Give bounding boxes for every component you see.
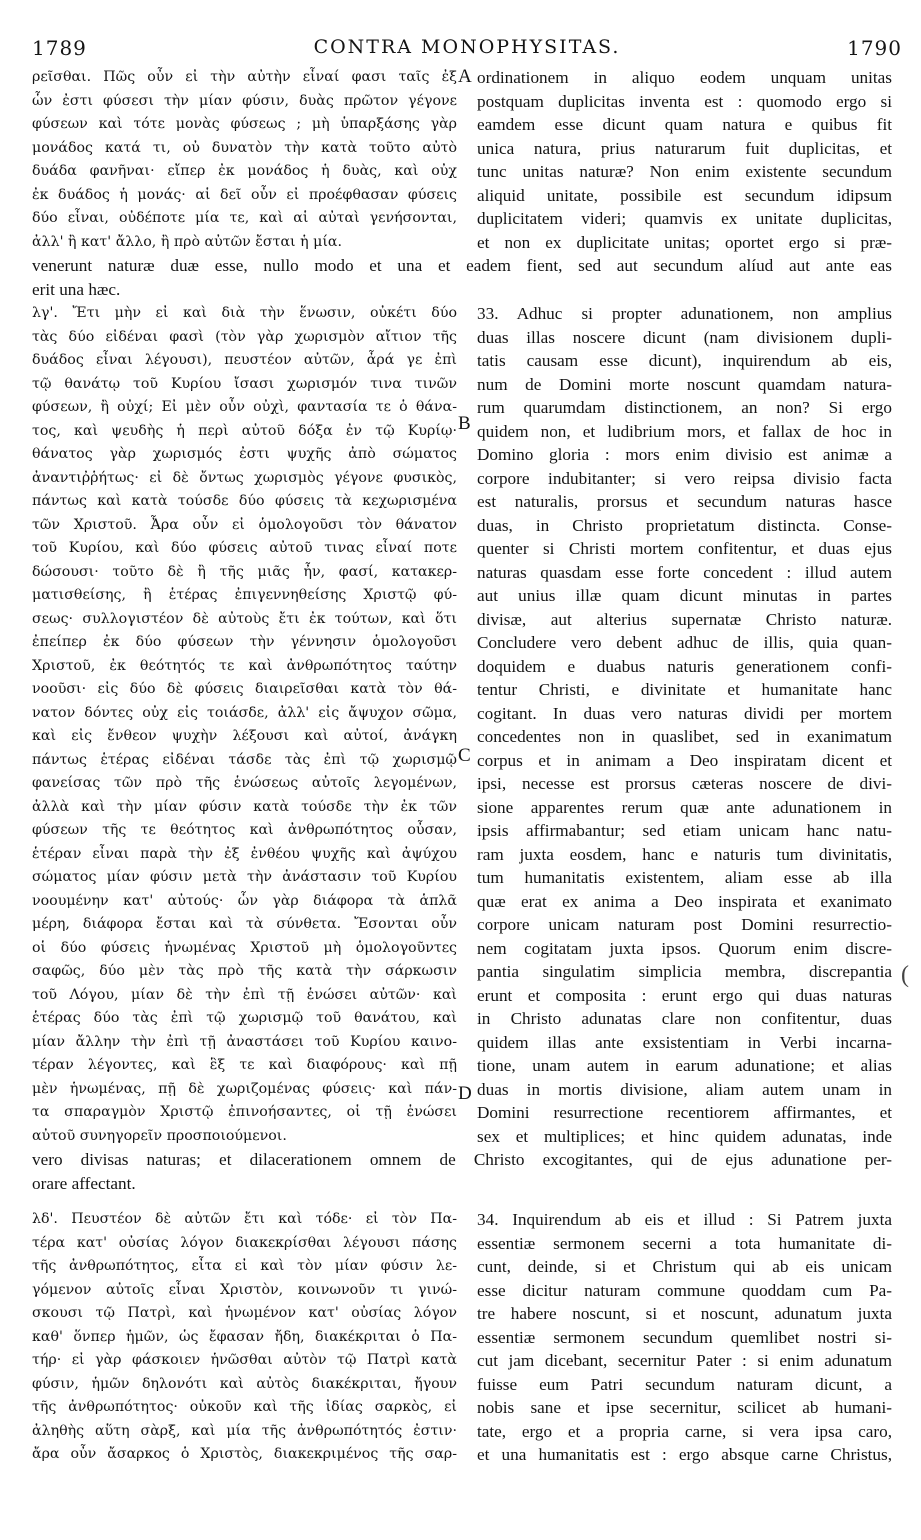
greek-line: τῷ θανάτῳ τοῦ Κυρίου ἴσασι χωρισμόν τινα τινῶν (32, 375, 457, 392)
latin-line: ipsi, necesse est prorsus cæteras noscere de divi- (477, 774, 892, 793)
greek-line: τος, καὶ ψευδὴς ἡ περὶ αὐτοῦ δόξα ἐν τῷ Κυρίῳ· (32, 422, 457, 439)
greek-line: σκουσι τῷ Πατρὶ, καὶ ἡνωμένον κατ' οὐσίας λόγον (32, 1305, 457, 1321)
greek-line: λδ'. Πευστέον δὲ αὐτῶν ἔτι καὶ τόδε· εἰ τὸν Πα- (32, 1211, 457, 1227)
latin-line: corpore unicam naturam post Domini resurrectio- (477, 915, 892, 934)
latin-column-section-1 (477, 66, 892, 254)
greek-line: φύσεων τῆς τε θεότητος καὶ ἀνθρωπότητος οὖσαν, (32, 822, 457, 838)
greek-line: τοῦ Λόγου, μίαν δὲ τὴν ἐπὶ τῇ ἑνώσει αὐτῶν· καὶ (32, 986, 457, 1003)
greek-line: αὐτοῦ συνηγορεῖν προσποιούμενοι. (32, 1127, 287, 1144)
margin-stray-mark: ( (901, 962, 909, 988)
greek-line: νοουμένην κατ' αὐτούς· ὧν γὰρ διάφορα τὰ ἁπλᾶ (32, 892, 457, 909)
latin-line: sex et multiplices; et hinc quidem adunatas, inde (477, 1126, 892, 1146)
greek-line: ἑτέραν εἶναι παρὰ τὴν ἐξ ἐνθέου ψυχῆς καὶ ἀψύχου (32, 845, 457, 862)
latin-line: duas in mortis divisione, aliam autem unam in (477, 1079, 892, 1099)
greek-line: σώματος μίαν φύσιν μετὰ τὴν ἀνάστασιν τοῦ Κυρίου (32, 869, 457, 885)
greek-line: πάντως ἑτέρας εἰδέναι τάσδε τὰς ἐπὶ τῷ χωρισμῷ (32, 751, 457, 768)
greek-column-section-2 (32, 302, 457, 1148)
greek-line: οἱ δύο φύσεις ἡνωμένας Χριστοῦ μὴ ὁμολογοῦντες (32, 939, 457, 956)
greek-line: τήρ· εἰ γὰρ φάσκοιεν ἡνῶσθαι αὐτὸν τῷ Πατρὶ κατὰ (32, 1352, 457, 1368)
latin-line: duas illas noscere dicunt (nam divisionem dupli- (477, 327, 892, 347)
latin-line: et non ex duplicitate unitas; oportet ergo si præ- (477, 232, 892, 252)
greek-line: φύσεων, ἢ οὐχί; Εἰ μὲν οὖν οὐχὶ, φαντασία τε ὁ θάνα- (32, 399, 457, 415)
latin-line: divisæ, aut alterius supernatæ Christo naturæ. (477, 609, 892, 629)
greek-line: μὲν ἡνωμένας, πῇ δὲ χωριζομένας φύσεις· καὶ πάν- (32, 1080, 457, 1097)
latin-line: sione apparentes rerum quæ ante adunationem in (477, 797, 892, 817)
greek-line: δυάδος εἶναι λέγουσι), πευστέον αὐτῶν, ἆρά γε ἐπὶ (32, 352, 457, 368)
greek-line: καθ' ὅνπερ ἡμῶν, ὡς ἔφασαν ἤδη, διακέκριται ὁ Πα- (32, 1328, 457, 1345)
greek-line: νατον δόντες οὐχ εἰς τοιάσδε, ἀλλ' εἰς ἄψυχον σῶμα, (32, 704, 457, 721)
latin-line: doquidem e duabus naturis generationem confi- (477, 656, 892, 676)
latin-line: nobis sane et ipse secernitur, scilicet ab humani- (477, 1398, 892, 1417)
greek-line: ρεῖσθαι. Πῶς οὖν εἰ τὴν αὐτὴν εἶναί φασι ταῖς ἐξ (32, 69, 457, 85)
greek-line: τέραν λέγοντες, καὶ ἓξ τε καὶ διαφόρους· καὶ πῇ (32, 1057, 457, 1073)
greek-line: καὶ εἰς ἔνθεον ψυχὴν λέξουσι καὶ αὐτοί, ἀνάγκη (32, 728, 457, 744)
greek-line: φύσεων καὶ τότε μονὰς φύσεως ; μὴ ὑπαρξάσης γὰρ (32, 116, 457, 132)
greek-line: τῆς ἀνθρωπότητος, εἶτα εἰ καὶ τὸν μίαν φύσιν λε- (32, 1258, 457, 1274)
greek-line: φύσιν, ἡμῶν δηλονότι καὶ αὐτὸς διακέκριται, ἤγουν (32, 1375, 457, 1392)
latin-full-width-1 (32, 254, 892, 301)
greek-line: μονάδος κατά τι, οὐ δυνατὸν τὴν κατὰ τοῦτο αὐτὸ (32, 139, 457, 156)
greek-line: τῶν Χριστοῦ. Ἆρα οὖν εἰ ὁμολογοῦσι τὸν θάνατον (32, 516, 457, 533)
latin-line: cut jam dicebant, secernitur Pater : si enim adunatum (477, 1351, 892, 1370)
greek-line: θάνατος γὰρ χωρισμός ἐστι ψυχῆς ἀπὸ σώματος (32, 446, 457, 462)
running-header (32, 36, 902, 66)
latin-line: erit una hæc. (32, 279, 121, 299)
latin-line: essentiæ sermonem secundum quemlibet nostri si- (477, 1327, 892, 1347)
latin-line: corpore indubitanter; si vero reipsa divisio facta (477, 468, 892, 488)
margin-marker-b: B (458, 413, 471, 434)
latin-line: ram juxta eosdem, hanc e naturis tum divinitatis, (477, 844, 892, 864)
greek-line: ἄρα οὖν ἄσαρκος ὁ Χριστὸς, διακεκριμένος τῆς σαρ- (32, 1446, 457, 1462)
latin-line: venerunt naturæ duæ esse, nullo modo et una et eadem fient, sed aut secundum alíud aut ante eas (32, 256, 892, 275)
greek-line: ὧν ἐστι φύσεσι τὴν μίαν φύσιν, δυὰς πρῶτον γέγονε (32, 92, 457, 109)
greek-line: ἀληθὴς αὕτη σὰρξ, καὶ μία τῆς ἀνθρωπότητός ἐστιν· (32, 1422, 457, 1439)
latin-line: rum quarumdam distinctionem, an non? Si ergo (477, 398, 892, 417)
latin-line: tum humanitatis existentem, aliam esse ab illa (477, 868, 892, 887)
greek-line: δυάδα φανῆναι· εἴπερ ἐκ μονάδος ἡ δυὰς, καὶ οὐχ (32, 163, 457, 179)
latin-line: unica natura, prius naturarum fuit duplicitas, et (477, 138, 892, 158)
latin-line: tione, unam autem in earum adunatione; et alias (477, 1056, 892, 1075)
greek-line: σαφῶς, δύο μὲν τὰς πρὸ τῆς κατὰ τὴν σάρκωσιν (32, 963, 457, 979)
latin-column-section-2 (477, 302, 892, 1148)
latin-line: Domino gloria : mors enim divisio est animæ a (477, 445, 892, 464)
latin-line: eamdem esse dicunt quam natura e quibus fit (477, 115, 892, 134)
latin-line: aliquid unitate, possibile est secundum idipsum (477, 185, 892, 205)
greek-line: νοοῦσι· εἰς δύο δὲ φύσεις διαιρεῖσθαι κατὰ τὸν θά- (32, 681, 457, 697)
latin-line: pantia singulatim simplicia membra, discrepantia (477, 962, 892, 981)
margin-marker-c: C (458, 745, 471, 766)
latin-line: erunt et composita : erunt ergo qui duas naturas (477, 985, 892, 1005)
latin-line: tunc unitas naturæ? Non enim existente secundum (477, 162, 892, 181)
greek-line: ματισθείσης, ἢ ἑτέρας ἐπιγεννηθείσης Χριστῷ φύ- (32, 587, 457, 603)
greek-line: σεως· συλλογιστέον δὲ αὐτοὺς ἔτι ἐκ τούτων, καὶ ὅτι (32, 610, 457, 627)
latin-line: cunt, deinde, si et Christum qui ab eis unicam (477, 1257, 892, 1276)
latin-line: Domini resurrectione recentiorem affirmantes, et (477, 1103, 892, 1122)
latin-line: 34. Inquirendum ab eis et illud : Si Patrem juxta (477, 1210, 892, 1229)
greek-line: ἀναντιῤῥήτως· εἰ δὲ ὄντως χωρισμὸς γέγονε φυσικὸς, (32, 469, 457, 486)
latin-line: tre habere noscunt, si et noscunt, adunatum juxta (477, 1304, 892, 1323)
greek-line: δώσουσι· τοῦτο δὲ ἢ τῆς μιᾶς ἦν, φασί, κατακερ- (32, 563, 457, 580)
greek-column-section-3 (32, 1208, 457, 1467)
greek-line: τοῦ Κυρίου, καὶ δύο φύσεις αὐτοῦ τινας εἶναί ποτε (32, 540, 457, 556)
greek-line: γόμενον αὐτοῖς εἶναι Χριστὸν, κοινωνοῦν τι γινώ- (32, 1281, 457, 1298)
greek-line: ἑτέρας δύο τὰς ἐπὶ τῷ χωρισμῷ τοῦ θανάτου, καὶ (32, 1010, 457, 1026)
greek-line: φανείσας τῶν πρὸ τῆς ἑνώσεως αὐτοῖς λεγομένων, (32, 775, 457, 791)
latin-line: quenter si Christi mortem confitentur, et duas ejus (477, 539, 892, 558)
latin-line: ordinationem in aliquo eodem unquam unitas (477, 68, 892, 87)
greek-line: ἀλλὰ καὶ τὴν μίαν φύσιν κατὰ τούσδε τὴν ἐκ τῶν (32, 798, 457, 815)
right-page-number: 1790 (847, 36, 902, 60)
latin-line: tentur Christi, e divinitate et humanitate hanc (477, 680, 892, 699)
latin-line: vero divisas naturas; et dilacerationem omnem de Christo excogitantes, qui de ejus adunatione per- (32, 1150, 892, 1169)
greek-line: τὰς δύο εἰδέναι φασὶ (τὸν γὰρ χωρισμὸν αἴτιον τῆς (32, 328, 457, 345)
margin-marker-d: D (458, 1083, 472, 1104)
greek-line: ἐκ δυάδος ἡ μονάς· αἱ δεῖ οὖν εἰ προέφθασαν φύσεις (32, 186, 457, 203)
left-page-number: 1789 (32, 36, 87, 60)
latin-line: aut unius illæ quam dicunt minutas in partes (477, 586, 892, 605)
greek-line: τα σπαραγμὸν Χριστῷ ἐπινοήσαντες, οἱ τῇ ἑνώσει (32, 1104, 457, 1120)
latin-line: quæ erat ex anima a Deo inspirata et exanimato (477, 891, 892, 911)
margin-marker-a: A (458, 66, 472, 87)
latin-line: tate, ergo et a propria carne, si vera ipsa caro, (477, 1421, 892, 1441)
greek-line: ἐπείπερ ἐκ δύο φύσεων τὴν γέννησιν ὁμολογοῦσι (32, 634, 457, 650)
latin-line: naturas quasdam esse forte concedent : illud autem (477, 562, 892, 582)
latin-line: nem cogitatam juxta ipsos. Quorum enim discre- (477, 938, 892, 958)
latin-line: 33. Adhuc si propter adunationem, non amplius (477, 304, 892, 323)
latin-line: fuisse eum Patri secundum naturam dicunt, a (477, 1374, 892, 1394)
latin-line: in Christo adunatas clare non confitentur, duas (477, 1009, 892, 1028)
greek-line: ἀλλ' ἢ κατ' ἄλλο, ἢ πρὸ αὐτῶν ἔσται ἡ μία. (32, 233, 342, 250)
latin-line: duplicitatem videri; quamvis ex unitate duplicitas, (477, 209, 892, 228)
latin-column-section-3 (477, 1208, 892, 1467)
latin-line: concedentes non in quaslibet, sed in exanimatum (477, 727, 892, 746)
greek-line: τέρα κατ' οὐσίας λόγον διακεκρίσθαι λέγουσι πάσης (32, 1234, 457, 1251)
latin-line: quidem illas ante exsistentiam in Verbi incarna- (477, 1032, 892, 1052)
greek-line: πάντως καὶ κατὰ τούσδε δύο φύσεις τὰ κεχωρισμένα (32, 493, 457, 509)
greek-line: Χριστοῦ, ἐκ θεότητός τε καὶ ἀνθρωπότητος ταύτην (32, 657, 457, 674)
latin-line: et una humanitatis est : ergo absque carne Christus, (477, 1445, 892, 1464)
latin-line: cogitant. In duas vero naturas dividi per mortem (477, 703, 892, 723)
greek-line: δύο εἶναι, οὐδέποτε μία τε, καὶ αἱ αὐταὶ γενήσονται, (32, 210, 457, 226)
latin-line: quidem non, et ludibrium mors, et fallax de hoc in (477, 421, 892, 441)
latin-line: corpus et in animam a Deo inspiratam dicent et (477, 750, 892, 770)
greek-line: μέρη, διάφορα ἔσται καὶ τὰ σύνθετα. Ἔσονται οὖν (32, 916, 457, 932)
greek-line: λγ'. Ἔτι μὴν εἰ καὶ διὰ τὴν ἕνωσιν, οὐκέτι δύο (32, 305, 457, 321)
greek-column-section-1 (32, 66, 457, 254)
latin-line: tatis causam esse dicunt), inquirendum ab eis, (477, 351, 892, 370)
latin-line: ipsis affirmabantur; sed etiam unicam hanc natu- (477, 821, 892, 840)
latin-line: essentiæ sermonem secerni a tota humanitate di- (477, 1233, 892, 1253)
latin-line: Concludere vero debent adhuc de illis, quia quan- (477, 633, 892, 652)
latin-line: orare affectant. (32, 1173, 136, 1193)
greek-line: μίαν ἄλλην τὴν ἐπὶ τῇ ἀναστάσει τοῦ Κυρίου καινο- (32, 1033, 457, 1050)
latin-line: est naturalis, prorsus et secundum naturas hasce (477, 492, 892, 511)
latin-line: esse dicitur naturam commune quoddam cum Pa- (477, 1280, 892, 1300)
latin-line: duas, in Christo proprietatum distincta. Conse- (477, 515, 892, 535)
latin-full-width-2 (32, 1148, 892, 1195)
greek-line: τῆς ἀνθρωπότητος· οὐκοῦν καὶ τῆς ἰδίας σαρκὸς, εἰ (32, 1399, 457, 1415)
running-title: CONTRA MONOPHYSITAS. (313, 36, 621, 58)
latin-line: num de Domini morte noscunt quamdam natura- (477, 374, 892, 394)
latin-line: postquam duplicitas inventa est : quomodo ergo si (477, 91, 892, 111)
